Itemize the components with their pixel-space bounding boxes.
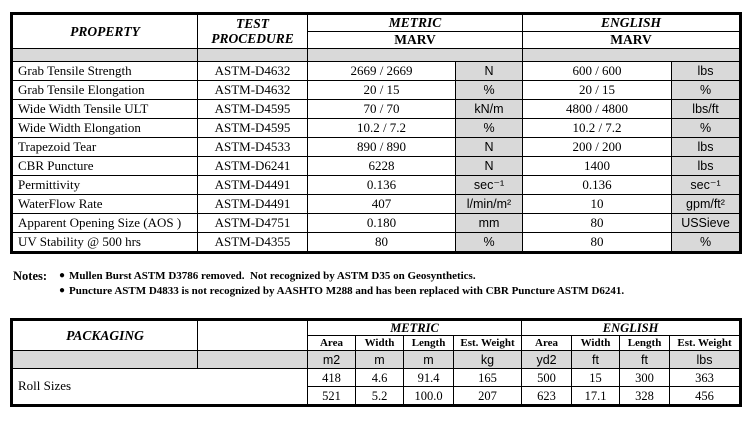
metric-length-unit: m	[404, 351, 454, 369]
packaging-header-row-1	[12, 320, 741, 336]
english-width-header: Width	[572, 336, 620, 351]
test-procedure-cell: ASTM-D4355	[198, 233, 308, 253]
table-row	[12, 62, 741, 81]
property-spec-table	[10, 12, 742, 254]
english-unit-cell: USSieve	[672, 214, 741, 233]
property-name-cell: UV Stability @ 500 hrs	[12, 233, 198, 253]
roll-data-cell: 100.0	[404, 387, 454, 406]
english-group-header: ENGLISH	[523, 14, 741, 32]
bullet-icon: ●	[58, 270, 66, 281]
roll-data-cell: 5.2	[356, 387, 404, 406]
table-row	[12, 157, 741, 176]
metric-value-cell: 70 / 70	[308, 100, 456, 119]
metric-est-weight-header: Est. Weight	[454, 336, 522, 351]
property-name-cell: Grab Tensile Strength	[12, 62, 198, 81]
property-name-cell: Wide Width Tensile ULT	[12, 100, 198, 119]
table-row	[12, 119, 741, 138]
english-unit-cell: %	[672, 81, 741, 100]
english-value-cell: 80	[523, 214, 672, 233]
property-column-header: PROPERTY	[12, 14, 198, 49]
metric-marv-header: MARV	[308, 32, 523, 49]
metric-unit-cell: %	[456, 233, 523, 253]
roll-data-cell: 4.6	[356, 369, 404, 387]
metric-unit-cell: kN/m	[456, 100, 523, 119]
note-item	[55, 284, 739, 299]
english-value-cell: 0.136	[523, 176, 672, 195]
test-procedure-column-header: TEST PROCEDURE	[198, 14, 308, 49]
english-value-cell: 10.2 / 7.2	[523, 119, 672, 138]
english-value-cell: 1400	[523, 157, 672, 176]
metric-area-header: Area	[308, 336, 356, 351]
english-weight-unit: lbs	[670, 351, 741, 369]
roll-data-cell: 15	[572, 369, 620, 387]
english-unit-cell: lbs	[672, 157, 741, 176]
english-length-header: Length	[620, 336, 670, 351]
roll-sizes-label: Roll Sizes	[12, 369, 308, 406]
metric-width-unit: m	[356, 351, 404, 369]
roll-data-cell: 328	[620, 387, 670, 406]
table-row	[12, 81, 741, 100]
test-procedure-cell: ASTM-D4533	[198, 138, 308, 157]
separator-cell	[12, 351, 198, 369]
metric-value-cell: 890 / 890	[308, 138, 456, 157]
metric-width-header: Width	[356, 336, 404, 351]
roll-data-cell: 363	[670, 369, 741, 387]
packaging-table	[10, 318, 742, 407]
packaging-title: PACKAGING	[12, 320, 198, 351]
table-row	[12, 138, 741, 157]
separator-cell	[308, 49, 523, 62]
english-length-unit: ft	[620, 351, 670, 369]
english-unit-cell: sec⁻¹	[672, 176, 741, 195]
metric-unit-cell: l/min/m²	[456, 195, 523, 214]
notes-section	[13, 269, 739, 298]
bullet-icon: ●	[58, 284, 66, 296]
roll-data-cell: 91.4	[404, 369, 454, 387]
metric-unit-cell: %	[456, 119, 523, 138]
table-row	[12, 214, 741, 233]
english-value-cell: 20 / 15	[523, 81, 672, 100]
english-unit-cell: gpm/ft²	[672, 195, 741, 214]
test-procedure-cell: ASTM-D4595	[198, 100, 308, 119]
english-value-cell: 600 / 600	[523, 62, 672, 81]
metric-area-unit: m2	[308, 351, 356, 369]
metric-unit-cell: N	[456, 138, 523, 157]
metric-unit-cell: sec⁻¹	[456, 176, 523, 195]
metric-weight-unit: kg	[454, 351, 522, 369]
metric-value-cell: 0.136	[308, 176, 456, 195]
roll-data-cell: 521	[308, 387, 356, 406]
packaging-metric-header: METRIC	[308, 320, 522, 336]
metric-value-cell: 6228	[308, 157, 456, 176]
property-name-cell: WaterFlow Rate	[12, 195, 198, 214]
test-procedure-cell: ASTM-D6241	[198, 157, 308, 176]
roll-data-cell: 300	[620, 369, 670, 387]
packaging-english-header: ENGLISH	[522, 320, 741, 336]
english-unit-cell: %	[672, 233, 741, 253]
roll-data-cell: 207	[454, 387, 522, 406]
property-name-cell: Trapezoid Tear	[12, 138, 198, 157]
roll-data-cell: 456	[670, 387, 741, 406]
note-item	[55, 269, 739, 284]
metric-value-cell: 80	[308, 233, 456, 253]
separator-cell	[523, 49, 741, 62]
english-est-weight-header: Est. Weight	[670, 336, 741, 351]
roll-data-cell: 418	[308, 369, 356, 387]
property-name-cell: CBR Puncture	[12, 157, 198, 176]
notes-list	[55, 269, 739, 298]
metric-value-cell: 20 / 15	[308, 81, 456, 100]
packaging-units-row	[12, 351, 741, 369]
english-area-header: Area	[522, 336, 572, 351]
table-row	[12, 176, 741, 195]
english-unit-cell: lbs	[672, 62, 741, 81]
metric-group-header: METRIC	[308, 14, 523, 32]
test-procedure-cell: ASTM-D4632	[198, 62, 308, 81]
header-row-1	[12, 14, 741, 32]
english-width-unit: ft	[572, 351, 620, 369]
table-row	[12, 100, 741, 119]
separator-cell	[198, 351, 308, 369]
english-value-cell: 200 / 200	[523, 138, 672, 157]
english-value-cell: 80	[523, 233, 672, 253]
english-marv-header: MARV	[523, 32, 741, 49]
roll-data-cell: 17.1	[572, 387, 620, 406]
roll-data-cell: 500	[522, 369, 572, 387]
notes-label: Notes:	[13, 269, 48, 283]
property-name-cell: Wide Width Elongation	[12, 119, 198, 138]
note-text: Puncture ASTM D4833 is not recognized by AASHTO M288 and has been replaced with CBR Puncture ASTM D6241.	[69, 284, 625, 297]
english-unit-cell: lbs/ft	[672, 100, 741, 119]
property-name-cell: Permittivity	[12, 176, 198, 195]
metric-unit-cell: N	[456, 157, 523, 176]
table-row	[12, 195, 741, 214]
test-procedure-cell: ASTM-D4751	[198, 214, 308, 233]
test-procedure-cell: ASTM-D4491	[198, 176, 308, 195]
table-row	[12, 233, 741, 253]
english-value-cell: 10	[523, 195, 672, 214]
roll-data-cell: 165	[454, 369, 522, 387]
metric-value-cell: 2669 / 2669	[308, 62, 456, 81]
english-value-cell: 4800 / 4800	[523, 100, 672, 119]
english-unit-cell: %	[672, 119, 741, 138]
packaging-empty-cell	[198, 320, 308, 351]
metric-unit-cell: %	[456, 81, 523, 100]
metric-unit-cell: mm	[456, 214, 523, 233]
test-procedure-cell: ASTM-D4491	[198, 195, 308, 214]
metric-length-header: Length	[404, 336, 454, 351]
metric-unit-cell: N	[456, 62, 523, 81]
metric-value-cell: 407	[308, 195, 456, 214]
test-procedure-cell: ASTM-D4632	[198, 81, 308, 100]
metric-value-cell: 0.180	[308, 214, 456, 233]
metric-value-cell: 10.2 / 7.2	[308, 119, 456, 138]
property-name-cell: Grab Tensile Elongation	[12, 81, 198, 100]
separator-row	[12, 49, 741, 62]
separator-cell	[12, 49, 198, 62]
english-unit-cell: lbs	[672, 138, 741, 157]
english-area-unit: yd2	[522, 351, 572, 369]
separator-cell	[198, 49, 308, 62]
test-procedure-cell: ASTM-D4595	[198, 119, 308, 138]
roll-size-row	[12, 369, 741, 387]
note-text: Mullen Burst ASTM D3786 removed. Not recognized by ASTM D35 on Geosynthetics.	[69, 270, 476, 282]
roll-data-cell: 623	[522, 387, 572, 406]
property-name-cell: Apparent Opening Size (AOS )	[12, 214, 198, 233]
